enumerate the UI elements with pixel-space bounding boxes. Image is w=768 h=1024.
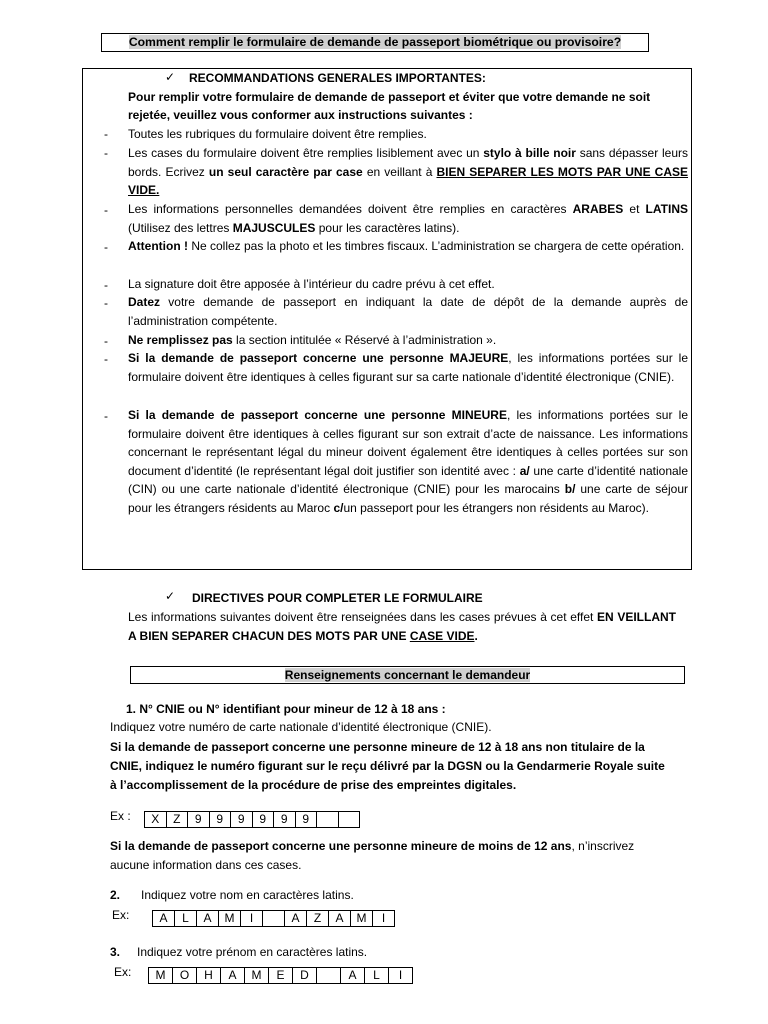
item1-note: Si la demande de passeport concerne une personne mineure de moins de 12 ans, n’inscrivez — [110, 839, 635, 853]
letter-cell: 9 — [210, 812, 232, 827]
item3-heading: Indiquez votre prénom en caractères latins. — [137, 945, 368, 959]
cnie-example-cells — [144, 811, 360, 828]
letter-cell: 9 — [253, 812, 275, 827]
item2-number: 2. — [110, 888, 121, 902]
document-title: Comment remplir le formulaire de demande de passeport biométrique ou provisoire? — [128, 35, 622, 49]
letter-cell: A — [221, 968, 245, 983]
item3-ex-label: Ex: — [114, 965, 132, 979]
item1-line4: à l’accomplissement de la procédure de prise des empreintes digitales. — [110, 778, 517, 792]
recommendations-intro-line1: Pour remplir votre formulaire de demande de passeport et éviter que votre demande ne soit — [128, 90, 651, 104]
letter-cell: E — [269, 968, 293, 983]
letter-cell: A — [329, 911, 351, 926]
section-title: Renseignements concernant le demandeur — [284, 668, 531, 682]
letter-cell: M — [351, 911, 373, 926]
item2-heading: Indiquez votre nom en caractères latins. — [141, 888, 354, 902]
section-title-box — [130, 666, 685, 684]
recommendation-4: Attention ! Ne collez pas la photo et les timbres fiscaux. L’administration se chargera de cette opération. — [128, 239, 685, 253]
bullet-dash: - — [104, 203, 108, 217]
item1-line3: CNIE, indiquez le numéro figurant sur le reçu délivré par la DGSN ou la Gendarmerie Royale suite — [110, 759, 665, 773]
letter-cell: M — [149, 968, 173, 983]
recommendation-6: Datez votre demande de passeport en indiquant la date de dépôt de la demande auprès de l’administration compétente. — [128, 295, 688, 328]
document-title-box — [101, 33, 649, 52]
recommendations-intro-line2: rejetée, veuillez vous conformer aux instructions suivantes : — [128, 108, 473, 122]
bullet-dash: - — [104, 334, 108, 348]
letter-cell: A — [285, 911, 307, 926]
letter-cell — [317, 968, 341, 983]
letter-cell: M — [245, 968, 269, 983]
letter-cell: A — [341, 968, 365, 983]
recommendation-2: Les cases du formulaire doivent être remplies lisiblement avec un stylo à bille noir sans dépasser leurs bords. Ecrivez un seul caractère par case en veillant à BIEN SEPARER LES MOTS PAR UNE CASE VIDE. — [128, 146, 689, 198]
letter-cell: O — [173, 968, 197, 983]
letter-cell — [263, 911, 285, 926]
letter-cell: 9 — [188, 812, 210, 827]
recommendation-9: Si la demande de passeport concerne une personne MINEURE, les informations portées sur le formulaire doivent être identiques à celles figurant sur son extrait d’acte de naissance. Les informations concernant le représentant légal du mineur doivent également être identiques à celles portées sur son document d’identité (le représentant légal doit justifier son identité avec : a/ une carte d’identité nationale (CIN) ou une carte nationale d’identité électronique (CNIE) pour les marocains b/ une carte de séjour pour les étrangers résidents au Maroc c/un passeport pour les étrangers non résidents au Maroc). — [128, 408, 689, 515]
letter-cell: D — [293, 968, 317, 983]
letter-cell: H — [197, 968, 221, 983]
checkmark-icon: ✓ — [165, 70, 176, 84]
letter-cell: Z — [307, 911, 329, 926]
letter-cell: 9 — [274, 812, 296, 827]
letter-cell: A — [153, 911, 175, 926]
letter-cell: I — [241, 911, 263, 926]
letter-cell: X — [145, 812, 167, 827]
name-example-cells — [152, 910, 395, 927]
bullet-dash: - — [104, 127, 108, 141]
directives-text: Les informations suivantes doivent être renseignées dans les cases prévues à cet effet EN VEILLANT A BIEN SEPARER CHACUN DES MOTS PAR UNE CASE VIDE. — [128, 610, 676, 643]
item2-ex-label: Ex: — [112, 908, 130, 922]
item1-line2: Si la demande de passeport concerne une personne mineure de 12 à 18 ans non titulaire de la — [110, 740, 645, 754]
letter-cell: L — [175, 911, 197, 926]
letter-cell: 9 — [231, 812, 253, 827]
letter-cell — [339, 812, 360, 827]
item1-line1: Indiquez votre numéro de carte nationale d’identité électronique (CNIE). — [110, 720, 492, 734]
bullet-dash: - — [104, 146, 108, 160]
letter-cell: Z — [167, 812, 189, 827]
recommendation-5: La signature doit être apposée à l’intérieur du cadre prévu à cet effet. — [128, 277, 495, 291]
bullet-dash: - — [104, 240, 108, 254]
letter-cell: I — [381, 911, 386, 925]
recommendation-3: Les informations personnelles demandées doivent être remplies en caractères ARABES et LATINS (Utilisez des lettres MAJUSCULES pour les caractères latins). — [128, 202, 688, 235]
letter-cell: I — [398, 968, 403, 982]
checkmark-icon: ✓ — [165, 589, 176, 603]
recommendation-1: Toutes les rubriques du formulaire doivent être remplies. — [128, 127, 427, 141]
bullet-dash: - — [104, 352, 108, 366]
bullet-dash: - — [104, 278, 108, 292]
letter-cell: A — [197, 911, 219, 926]
letter-cell — [317, 812, 339, 827]
recommendations-heading: RECOMMANDATIONS GENERALES IMPORTANTES: — [189, 71, 486, 85]
bullet-dash: - — [104, 296, 108, 310]
item3-number: 3. — [110, 945, 121, 959]
letter-cell: L — [365, 968, 389, 983]
recommendation-8: Si la demande de passeport concerne une personne MAJEURE, les informations portées sur le formulaire doivent être identiques à celles figurant sur sa carte nationale d’identité électronique (CNIE). — [128, 351, 688, 384]
item1-note-line2: aucune information dans ces cases. — [110, 858, 302, 872]
directives-heading: DIRECTIVES POUR COMPLETER LE FORMULAIRE — [192, 591, 483, 605]
letter-cell: 9 — [296, 812, 318, 827]
letter-cell: M — [219, 911, 241, 926]
item1-ex-label: Ex : — [110, 809, 131, 823]
item1-heading: 1. N° CNIE ou N° identifiant pour mineur de 12 à 18 ans : — [126, 702, 446, 716]
firstname-example-cells — [148, 967, 413, 984]
bullet-dash: - — [104, 409, 108, 423]
recommendation-7: Ne remplissez pas la section intitulée « Réservé à l’administration ». — [128, 333, 497, 347]
